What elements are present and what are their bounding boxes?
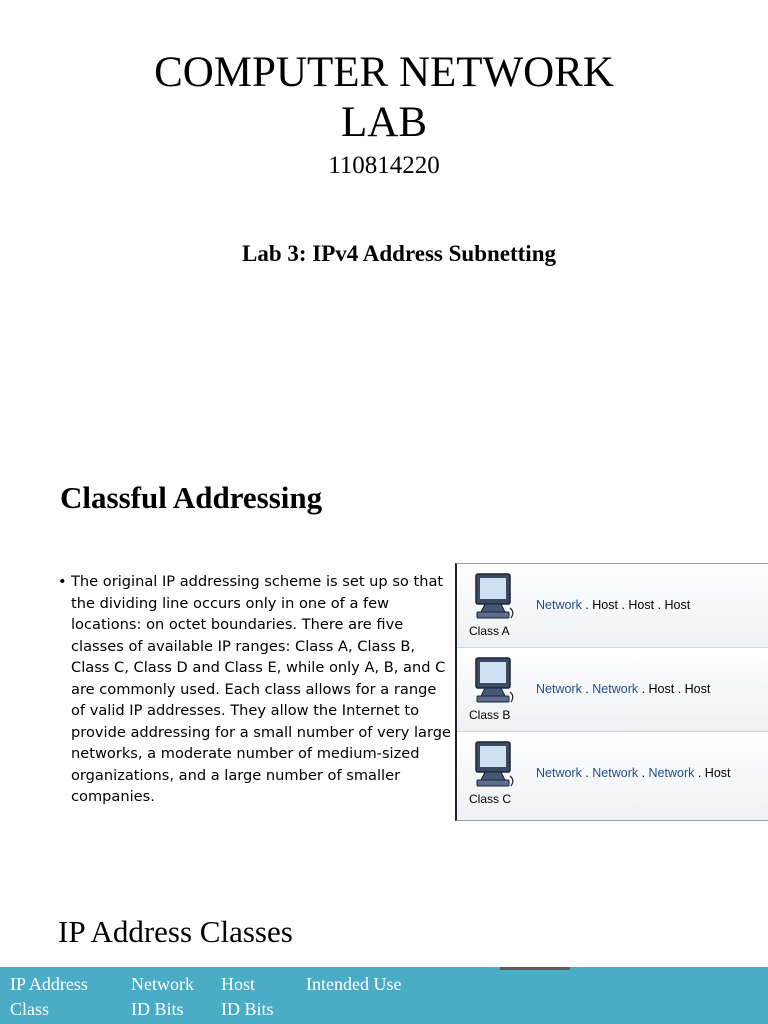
separator: .: [694, 766, 705, 780]
section-heading-classful: Classful Addressing: [60, 480, 323, 515]
table-header-row: [0, 967, 768, 1024]
network-field: Network: [592, 766, 639, 780]
class-label: Class B: [469, 708, 511, 722]
header-line: Intended Use: [306, 974, 402, 994]
header-host-id-bits: [221, 972, 274, 1022]
header-ip-address-class: [10, 972, 88, 1022]
class-label: Class A: [469, 624, 510, 638]
host-field: Host: [592, 598, 618, 612]
separator: .: [617, 598, 629, 612]
header-line: Host: [221, 974, 256, 994]
computer-icon: [473, 656, 517, 706]
network-field: Network: [536, 682, 582, 696]
address-fields: [536, 766, 731, 780]
header-line: ID Bits: [221, 999, 274, 1019]
section-heading-ip-classes: IP Address Classes: [58, 914, 293, 949]
computer-icon: [473, 740, 517, 790]
separator: .: [581, 682, 593, 696]
separator: .: [674, 682, 685, 696]
host-field: Host: [648, 682, 675, 696]
bullet-icon: •: [58, 573, 67, 590]
separator: .: [638, 766, 649, 780]
header-line: IP Address: [10, 974, 88, 994]
host-field: Host: [664, 598, 691, 612]
title-line-1: COMPUTER NETWORK: [154, 49, 614, 96]
lab-title: Lab 3: IPv4 Address Subnetting: [242, 241, 556, 266]
header-network-id-bits: [131, 972, 194, 1022]
network-field: Network: [648, 766, 695, 780]
separator: .: [581, 766, 593, 780]
separator: .: [638, 682, 649, 696]
class-label: Class C: [469, 792, 512, 806]
network-field: Network: [592, 682, 639, 696]
decorative-line: [500, 967, 570, 970]
header-intended-use: [306, 972, 401, 997]
header-line: Network: [131, 974, 194, 994]
student-id: 110814220: [328, 152, 440, 179]
host-field: Host: [684, 682, 711, 696]
header-line: Class: [10, 999, 50, 1019]
header-line: ID Bits: [131, 999, 184, 1019]
class-row: [457, 564, 768, 648]
class-diagram: [455, 563, 768, 821]
address-fields: [536, 598, 690, 612]
network-field: Network: [536, 766, 582, 780]
class-row: [457, 732, 768, 820]
class-row: [457, 648, 768, 732]
separator: .: [654, 598, 665, 612]
title-line-2: LAB: [341, 99, 427, 146]
address-fields: [536, 682, 710, 696]
host-field: Host: [628, 598, 655, 612]
separator: .: [581, 598, 593, 612]
computer-icon: [473, 572, 517, 622]
bullet-paragraph: [58, 571, 453, 808]
document-title: [0, 48, 768, 148]
network-field: Network: [536, 598, 582, 612]
host-field: Host: [704, 766, 731, 780]
bullet-text: The original IP addressing scheme is set up so that the dividing line occurs only in one of a few locations: on octet boundaries. There are five classes of available IP ranges: Class A, Class B, Class C, Class D and Class E, while only A, B, and C are commonly used. Each class allows for a range of valid IP addresses. They allow the Internet to provide addressing for a small number of very large networks, a moderate number of medium-sized organizations, and a large number of smaller companies.: [71, 573, 451, 805]
